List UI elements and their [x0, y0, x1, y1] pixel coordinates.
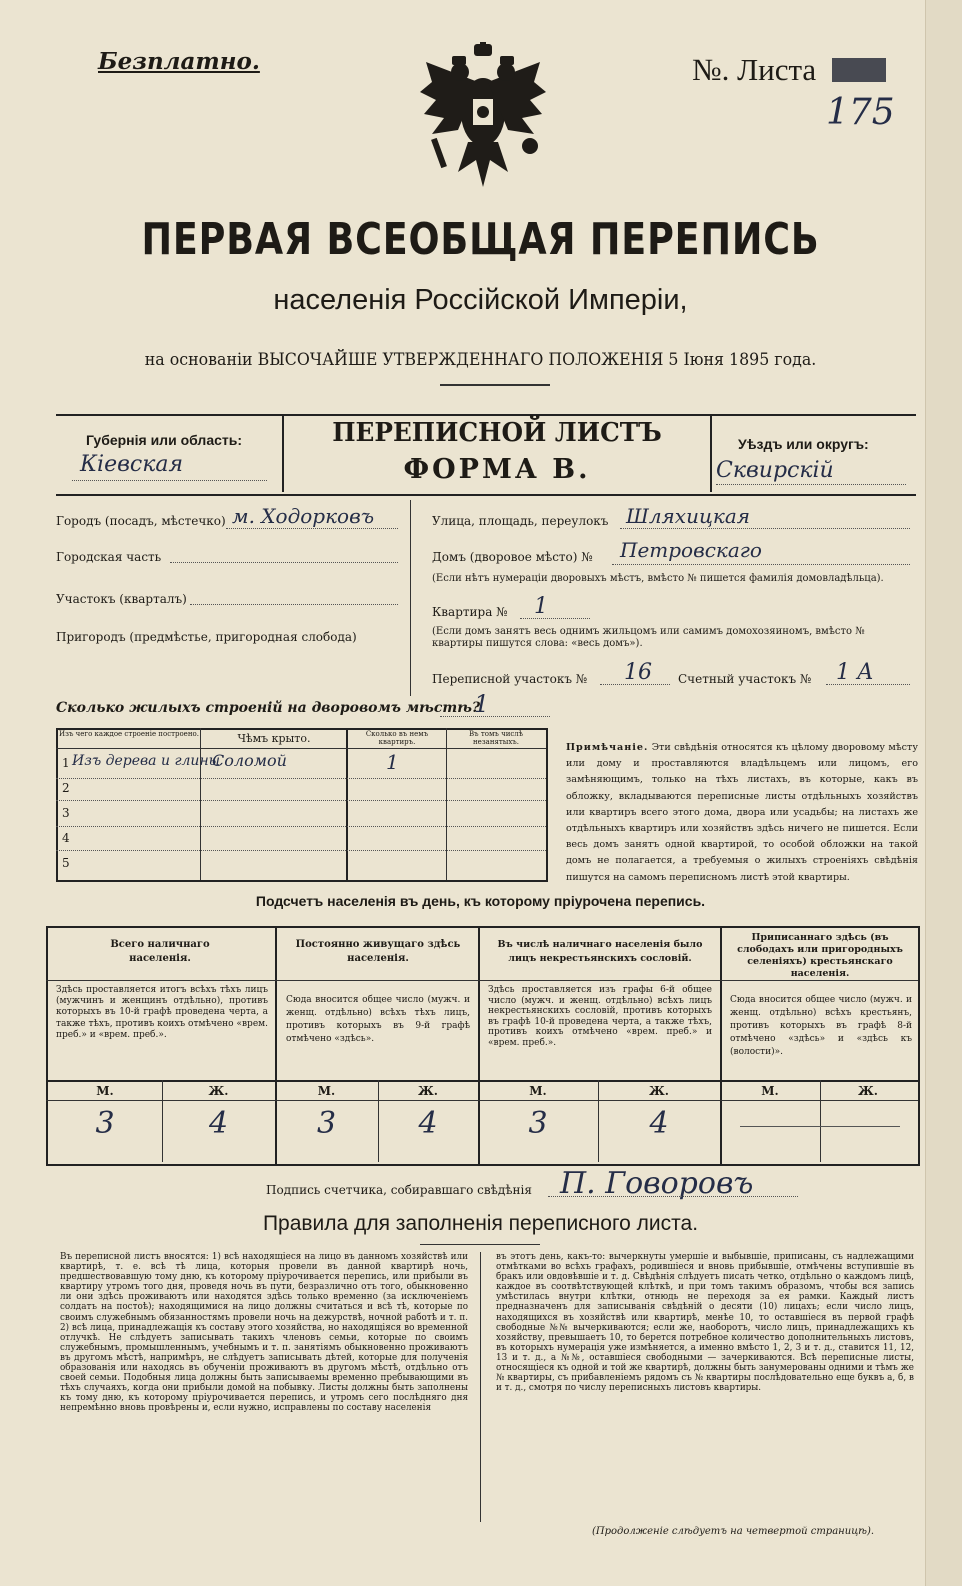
buildings-row-number: 5 [62, 856, 70, 870]
buildings-row-rule [56, 778, 546, 779]
buildings-col-roof: Чѣмъ крыто. [237, 732, 311, 745]
rules-column-divider [480, 1252, 481, 1522]
tally-col2-m-label: М. [317, 1084, 336, 1098]
signature-value: П. Говоровъ [560, 1166, 754, 1201]
buildings-row-rule [56, 800, 546, 801]
count-plot-label: Счетный участокъ № [678, 672, 812, 686]
buildings-row-number: 1 [62, 756, 70, 770]
adjacent-page-shadow [925, 0, 962, 1586]
buildings-col-empty: Въ томъ числѣ незанятыхъ. [469, 730, 523, 746]
rules-title-rule [420, 1244, 540, 1245]
tally-col1-m-value: 3 [95, 1106, 115, 1141]
tally-col4-dash [740, 1126, 900, 1127]
buildings-note-title: Примѣчаніе. [566, 742, 649, 753]
census-subtitle: населенія Россійской Имперіи, [273, 284, 688, 316]
city-part-underline [170, 562, 398, 563]
census-title: ПЕРВАЯ ВСЕОБЩАЯ ПЕРЕПИСЬ [141, 214, 820, 265]
buildings-col-material: Изъ чего каждое строеніе построено. [59, 730, 199, 738]
street-underline [620, 528, 910, 529]
emblem [418, 42, 548, 192]
tally-col2-head: Постоянно живущаго здѣсь населенія. [295, 939, 461, 964]
apartment-note: (Если домъ занятъ весь однимъ жильцомъ или самимъ домохозяиномъ, вмѣсто № квартиры пишутся слова: «весь домъ»). [432, 626, 865, 649]
signature-underline [548, 1196, 798, 1197]
province-value: Кіевская [80, 452, 184, 477]
title-rule [440, 384, 550, 386]
city-part-label: Городская часть [56, 550, 162, 564]
buildings-row-roof: Соломой [212, 751, 287, 770]
tally-col3-m-value: 3 [528, 1106, 548, 1141]
buildings-row-apartments: 1 [386, 750, 399, 774]
free-label: Безплатно. [98, 48, 260, 75]
buildings-table [56, 728, 548, 882]
tally-text-rule [46, 1080, 918, 1082]
tally-col3-text: Здѣсь проставляется изъ графы 6-й общее число (мужч. и женщ. отдѣльно) всѣхъ лицъ некрестьянскихъ сословій, противъ которыхъ въ графѣ 10-й проведена черта, а также тѣхъ, противъ коихъ отмѣчено «врем. преб.» и «врем. преб.». [488, 985, 712, 1048]
tally-col3-head: Въ числѣ наличнаго населенія было лицъ некрестьянскихъ сословій. [497, 939, 703, 964]
house-label: Домъ (дворовое мѣсто) № [432, 550, 593, 564]
house-underline [612, 564, 910, 565]
buildings-col-apartments: Сколько въ немъ квартиръ. [365, 730, 429, 746]
buildings-col-divider-2 [346, 728, 348, 880]
street-value: Шляхицкая [626, 504, 751, 528]
buildings-col-divider-3 [446, 728, 447, 880]
street-label: Улица, площадь, переулокъ [432, 514, 609, 528]
city-label: Городъ (посадъ, мѣстечко) [56, 514, 226, 528]
buildings-row-number: 2 [62, 781, 70, 795]
rules-left-text: Въ переписной листъ вносятся: 1) всѣ находящіеся на лицо въ данномъ хозяйствѣ или квартирѣ, т. е. всѣ тѣ лица, которыя провели въ данной квартирѣ ночь, предшествовавшую тому дню, къ которому пріурочивается перепись, или прибыли въ квартиру утромъ того дня, проведя ночь въ пути, безразлично отъ того, обыкновенно ли они здѣсь проживаютъ или находятся здѣсь только временно (за исключеніемъ солдатъ на постоѣ); находящимися на лицо должны считаться и всѣ тѣ, которые по своимъ служебнымъ обязанностямъ провели ночь на дежурствѣ, ночной работѣ и т. п. 2) всѣ лица, принадлежащія къ составу этого хозяйства, но находящіяся во временной отлучкѣ. Не слѣдуетъ записывать такихъ членовъ семьи, которые по своимъ служебнымъ, промышленнымъ, учебнымъ и т. п. занятіямъ обыкновенно проживаютъ въ другомъ мѣстѣ, напримѣръ, не слѣдуетъ записывать дѣтей, которые для полученія образованія или находясь въ обученіи проживаютъ въ другомъ мѣстѣ, отдѣльно отъ своей семьи. Подобныя лица должны быть записываемы временно пребывающими въ тѣхъ случаяхъ, когда они прибыли домой на побывку. Листы должны быть заполнены къ тому дню, къ которому пріурочивается перепись, и утромъ сего послѣдняго дня непремѣнно вновь провѣрены и, если нужно, исправлены по составу населенія [60, 1252, 468, 1414]
tally-col2-f-label: Ж. [418, 1084, 438, 1098]
sheet-title: ПЕРЕПИСНОЙ ЛИСТЪ [332, 418, 662, 448]
tally-col2-m-value: 3 [316, 1106, 337, 1141]
buildings-row-number: 4 [62, 831, 70, 845]
district-underline [716, 484, 906, 485]
tally-col4-m-label: М. [761, 1084, 779, 1098]
district-label: Уѣздъ или округъ: [738, 436, 869, 452]
buildings-note-text: Эти свѣдѣнія относятся къ цѣлому дворовому мѣсту или дому и проставляются владѣльцемъ или лицомъ, его замѣняющимъ, только на тѣхъ листахъ, въ которые, какъ въ обложку, вкладываются переписные листы отдѣльныхъ хозяйствъ или квартиръ всего этого дома, двора или усадьбы; на листахъ же отдѣльныхъ квартиръ или хозяйствъ здѣсь ничего не пишется. Если весь домъ занятъ одной квартирой, то особой обложки на такой домъ не полагается, а требуемыя о жилыхъ строеніяхъ свѣдѣнія пишутся на самомъ переписномъ листѣ этой квартиры. [566, 742, 918, 883]
tally-col2-f-value: 4 [418, 1106, 438, 1141]
census-plot-underline [600, 684, 670, 685]
apartment-value: 1 [534, 594, 548, 619]
tally-col1-text: Здѣсь проставляется итогъ всѣхъ тѣхъ лицъ (мужчинъ и женщинъ отдѣльно), противъ которыхъ въ 10-й графѣ проведена черта, а также тѣхъ, противъ коихъ отмѣчено «врем. преб.» и «врем. преб.». [56, 985, 268, 1040]
tally-col3-f-value: 4 [649, 1106, 669, 1141]
buildings-row-number: 3 [62, 806, 70, 820]
sheet-number-label: №. Листа [692, 52, 817, 87]
sheet-number-value: 175 [826, 92, 895, 133]
tally-col4-head: Приписаннаго здѣсь (въ слободахъ или пригородныхъ селеніяхъ) крестьянскаго населенія. [737, 932, 903, 979]
signature-label: Подпись счетчика, собиравшаго свѣдѣнія [266, 1183, 532, 1197]
sheet-number-strike [832, 58, 886, 82]
rules-right-text: въ этотъ день, какъ-то: вычеркнуты умершіе и выбывшіе, приписаны, съ надлежащими отмѣтками во всѣхъ графахъ, родившіеся и вновь прибывшіе, отмѣчены вступившіе въ бракъ или овдовѣвшіе и т. д. Свѣдѣнія слѣдуетъ писать четко, отдѣльно о каждомъ лицѣ, каждое въ соотвѣтствующей клѣткѣ, и при томъ такимъ образомъ, чтобы вся запись умѣстилась внутри клѣтки, отнюдь не переходя за ея рамки. Каждый листъ предназначенъ для записыванія свѣдѣній о десяти (10) лицахъ; если число лицъ, находящихся въ хозяйствѣ или квартирѣ, менѣе 10, то оставшіеся въ первой графѣ свободные №№ вычеркиваются; если же, наоборотъ, число лицъ, принадлежащихъ къ хозяйству, превышаетъ 10, то берется потребное количество дополнительныхъ листовъ, въ которыхъ нумерація уже измѣняется, а именно вмѣсто 1, 2, 3 и т. д., ставится 11, 12, 13 и т. д., а №№, оставшіеся свободными — зачеркиваются. Всѣ переписные листы, относящіеся къ одной и той же квартирѣ, должны быть занумерованы одними и тѣмъ же № квартиры, съ прибавленіемъ рядомъ съ № квартиры послѣдовательно еще буквъ а, б, в и т. д., смотря по числу переписныхъ листовъ квартиры. [496, 1252, 914, 1394]
apartment-label: Квартира № [432, 605, 508, 619]
city-value: м. Ходорковъ [232, 504, 375, 528]
census-basis: на основаніи ВЫСОЧАЙШЕ УТВЕРЖДЕННАГО ПОЛОЖЕНІЯ 5 Іюня 1895 года. [144, 350, 817, 370]
buildings-row-material: Изъ дерева и глины [72, 753, 221, 769]
tally-col1-f-label: Ж. [208, 1084, 229, 1098]
plot-underline [190, 604, 398, 605]
plot-label: Участокъ (кварталъ) [56, 592, 187, 606]
count-plot-underline [826, 684, 910, 685]
tally-col3-f-label: Ж. [649, 1084, 669, 1098]
tally-col1-head: Всего наличнаго населенія. [110, 939, 210, 964]
census-plot-value: 16 [624, 660, 652, 685]
tally-col4-f-label: Ж. [858, 1084, 878, 1098]
address-divider [410, 500, 411, 696]
buildings-answer: 1 [474, 690, 490, 718]
rules-continued: (Продолженіе слѣдуетъ на четвертой страницѣ). [592, 1526, 875, 1537]
house-note: (Если нѣтъ нумераціи дворовыхъ мѣстъ, вмѣсто № пишется фамилія домовладѣльца). [432, 573, 884, 584]
tally-col-divider-3 [720, 926, 722, 1164]
tally-col1-f-value: 4 [208, 1106, 229, 1141]
buildings-head-rule [56, 748, 546, 749]
buildings-question: Сколько жилыхъ строеній на дворовомъ мѣстѣ? [56, 700, 481, 716]
buildings-row-rule [56, 850, 546, 851]
tally-head-rule [46, 980, 918, 981]
buildings-row-rule [56, 826, 546, 827]
city-underline [226, 528, 398, 529]
count-plot-value: 1 А [836, 660, 874, 685]
buildings-note [566, 740, 918, 886]
district-value: Сквирскій [716, 458, 834, 483]
tally-col3-m-label: М. [529, 1084, 547, 1098]
form-title: ФОРМА В. [403, 454, 591, 485]
tally-title: Подсчетъ населенія въ день, къ которому пріурочена перепись. [255, 893, 706, 909]
double-headed-eagle-icon [418, 42, 548, 192]
suburb-label: Пригородъ (предмѣстье, пригородная слобода) [56, 630, 357, 644]
rules-title: Правила для заполненія переписного листа. [262, 1212, 699, 1235]
census-plot-label: Переписной участокъ № [432, 672, 588, 686]
tally-mf-rule [46, 1100, 918, 1101]
buildings-answer-underline [440, 716, 550, 717]
house-value: Петровскаго [620, 538, 762, 562]
tally-col1-m-label: М. [96, 1084, 114, 1098]
province-underline [72, 480, 267, 481]
tally-col4-text: Сюда вносится общее число (мужч. и женщ. отдѣльно) всѣхъ крестьянъ, противъ которыхъ въ графѣ 8-й отмѣчено «здѣсь» и «здѣсь къ (волости)». [730, 995, 912, 1057]
province-label: Губернія или область: [86, 432, 243, 448]
apartment-underline [520, 618, 590, 619]
tally-col2-text: Сюда вносится общее число (мужч. и женщ. отдѣльно) всѣхъ тѣхъ лицъ, противъ которыхъ въ 9-й графѣ отмѣчено «здѣсь». [286, 995, 470, 1044]
buildings-col-divider-1 [200, 728, 201, 880]
